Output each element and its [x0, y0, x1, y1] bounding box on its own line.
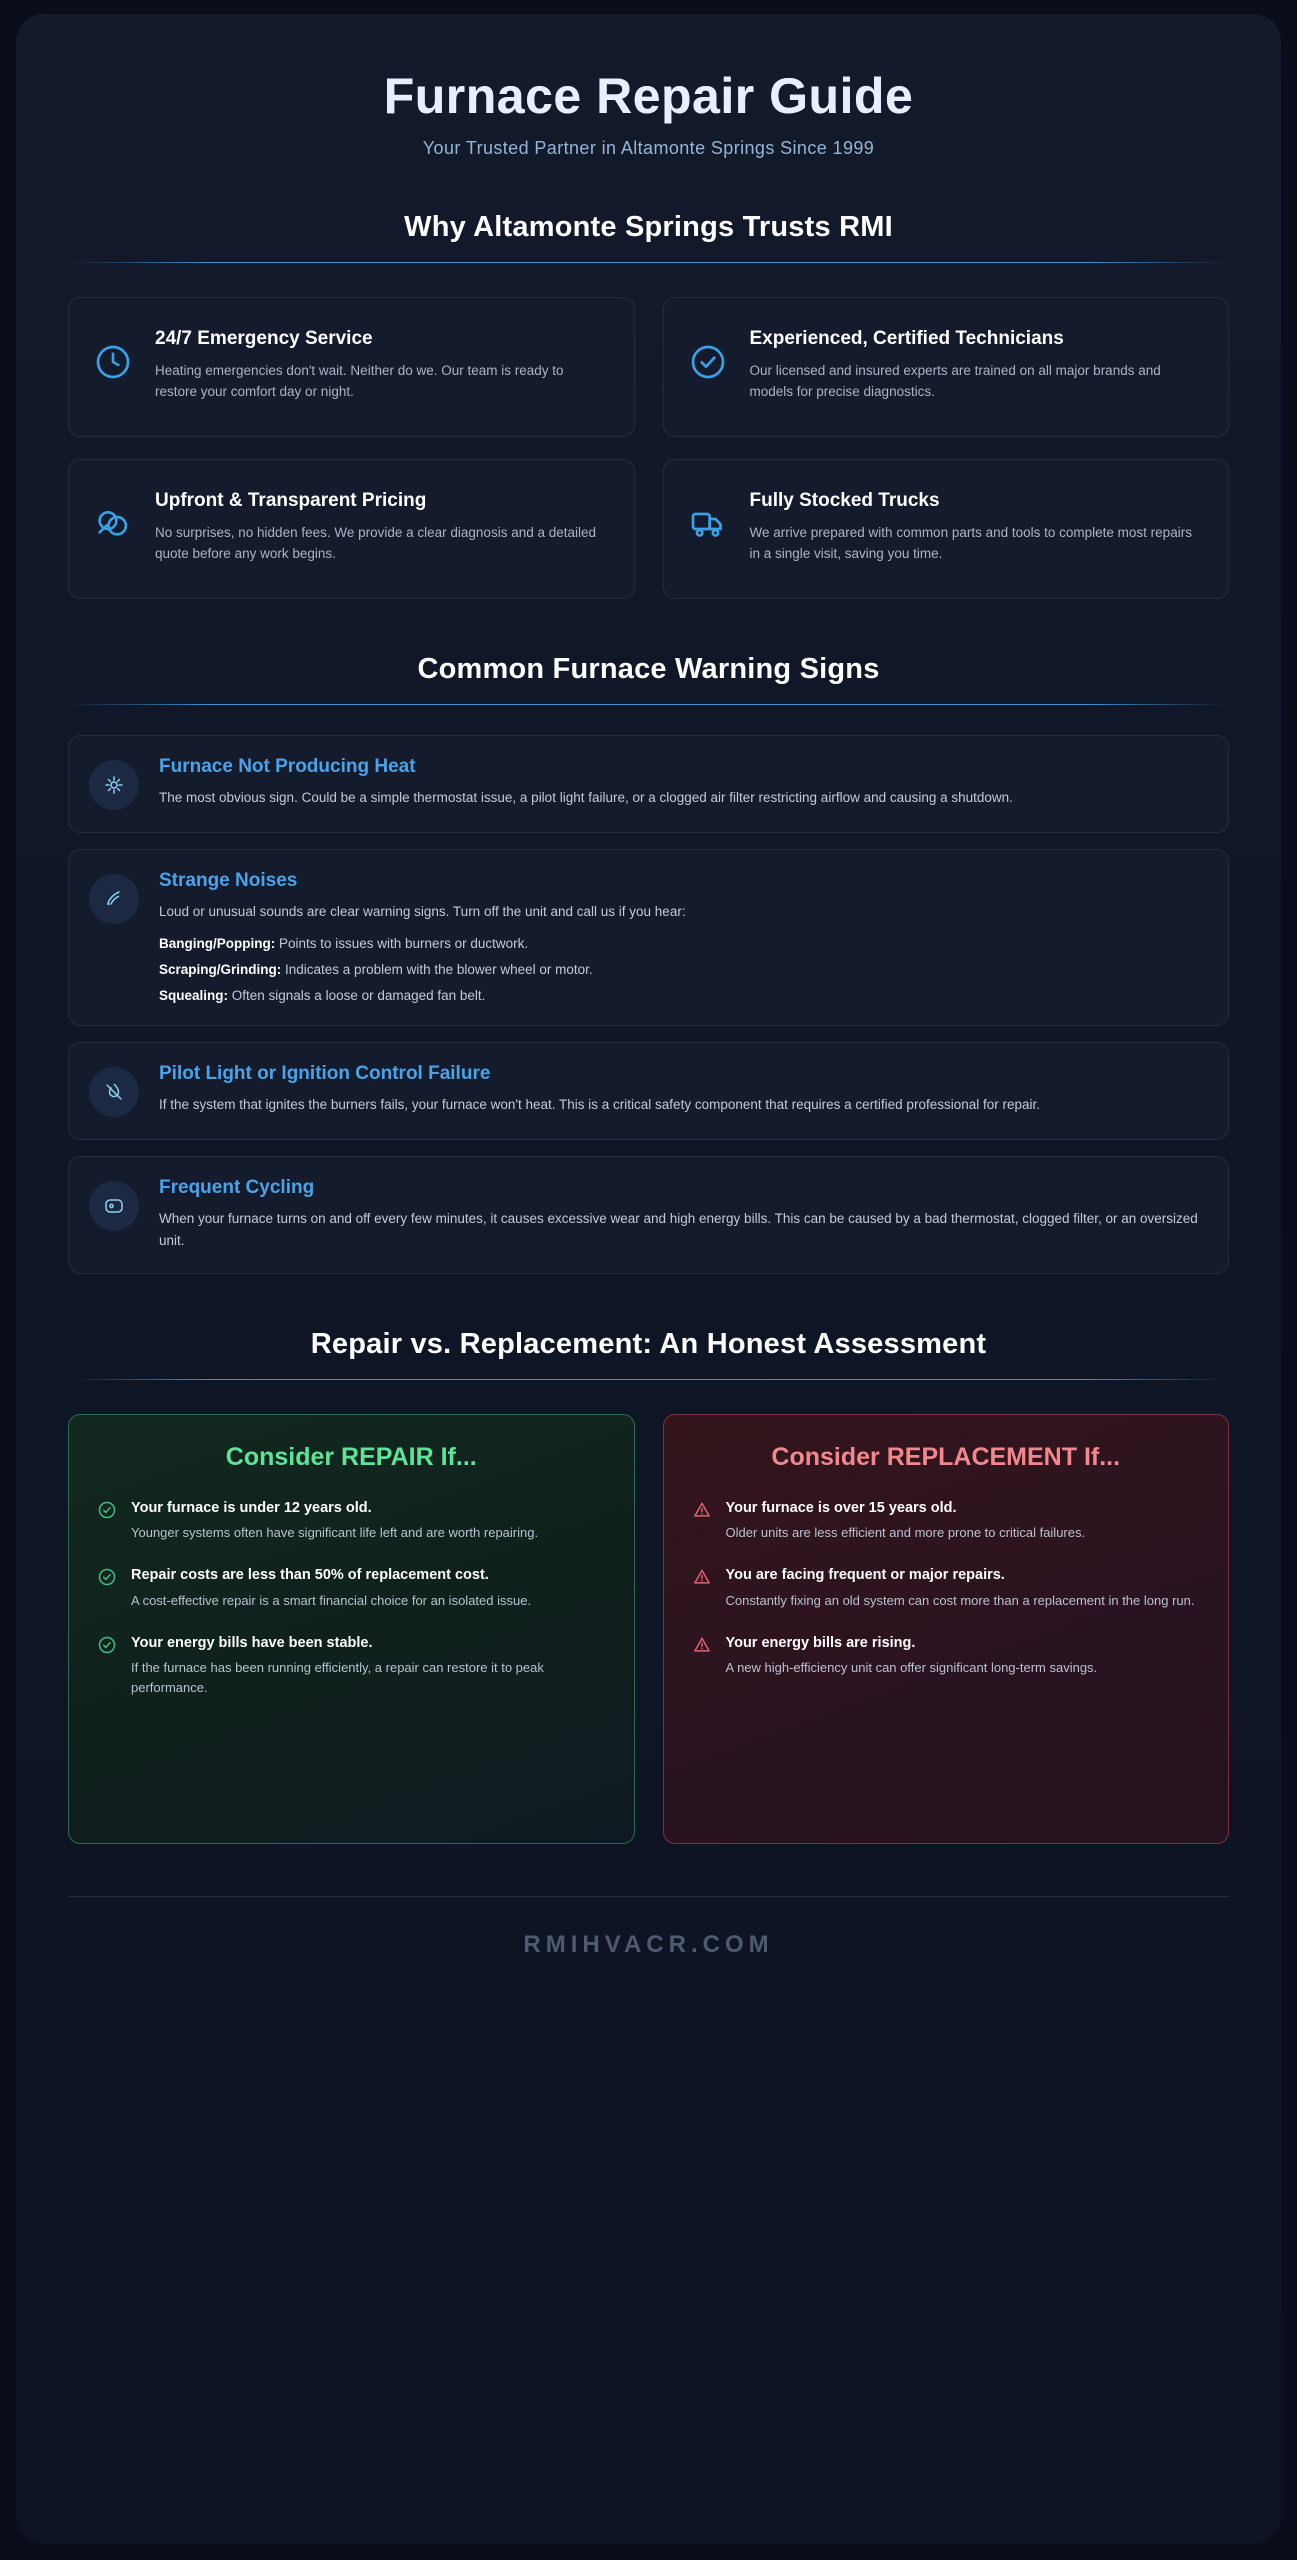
- trust-card: [68, 459, 635, 599]
- warning-card-title: Pilot Light or Ignition Control Failure: [159, 1063, 491, 1085]
- thermostat-icon: [89, 1181, 139, 1231]
- bullet-label: Scraping/Grinding:: [159, 962, 282, 978]
- trust-card-text: We arrive prepared with common parts and tools to complete most repairs in a single visit, saving you time.: [749, 525, 1192, 562]
- warnings-heading-text: Common Furnace Warning Signs: [417, 652, 880, 685]
- warning-bullets: [159, 936, 1202, 1003]
- bullet-text: Indicates a problem with the blower wheel or motor.: [281, 962, 593, 978]
- no-heat-icon: [89, 760, 139, 810]
- clock-icon: [91, 340, 135, 384]
- infographic-frame: [16, 14, 1281, 2544]
- replacement-item-title: Your energy bills are rising.: [725, 1634, 916, 1651]
- warning-card: [68, 849, 1229, 1027]
- badge-check-icon: [686, 340, 730, 384]
- bullet-text: Points to issues with burners or ductwork.: [275, 936, 529, 952]
- warning-bullet: [159, 936, 1202, 951]
- page-title: Furnace Repair Guide: [68, 68, 1229, 126]
- trust-section-heading: [68, 211, 1229, 263]
- replacement-card-title: Consider REPLACEMENT If...: [771, 1443, 1121, 1472]
- truck-icon: [686, 502, 730, 546]
- trust-card-text: No surprises, no hidden fees. We provide a clear diagnosis and a detailed quote before any work begins.: [155, 525, 597, 562]
- repair-item: [97, 1565, 606, 1610]
- warning-card-text: The most obvious sign. Could be a simple thermostat issue, a pilot light failure, or a clogged air filter restricting airflow and causing a shutdown.: [159, 789, 1013, 805]
- trust-card-grid: [68, 297, 1229, 599]
- replacement-item-text: A new high-efficiency unit can offer significant long-term savings.: [725, 1659, 1098, 1675]
- warning-card-title: Strange Noises: [159, 869, 298, 891]
- bullet-label: Banging/Popping:: [159, 936, 276, 952]
- trust-card-text: Our licensed and insured experts are trained on all major brands and models for precise diagnostics.: [749, 363, 1161, 400]
- warnings-section-heading: [68, 653, 1229, 705]
- warning-card-title: Furnace Not Producing Heat: [159, 755, 416, 777]
- warning-triangle-icon: [692, 1567, 712, 1587]
- sound-wave-icon: [89, 874, 139, 924]
- warning-card: [68, 735, 1229, 833]
- trust-card-title: 24/7 Emergency Service: [155, 327, 373, 349]
- warning-triangle-icon: [692, 1500, 712, 1520]
- compare-heading-text: Repair vs. Replacement: An Honest Assessment: [310, 1328, 987, 1361]
- replacement-item: [692, 1565, 1201, 1610]
- compare-grid: [68, 1414, 1229, 1844]
- repair-item-text: Younger systems often have significant life left and are worth repairing.: [131, 1525, 539, 1541]
- check-circle-icon: [97, 1500, 117, 1520]
- repair-card-title: Consider REPAIR If...: [225, 1443, 477, 1472]
- trust-card: [663, 459, 1230, 599]
- replacement-item-text: Older units are less efficient and more prone to critical failures.: [725, 1525, 1086, 1541]
- footer-site-name: RMIHVACR.COM: [523, 1931, 774, 1959]
- bullet-label: Squealing:: [159, 988, 229, 1004]
- replacement-item-title: You are facing frequent or major repairs.: [725, 1567, 1005, 1584]
- trust-card-title: Fully Stocked Trucks: [749, 489, 940, 511]
- bullet-text: Often signals a loose or damaged fan belt.: [228, 988, 486, 1004]
- trust-heading-text: Why Altamonte Springs Trusts RMI: [404, 210, 893, 243]
- warning-card-text: If the system that ignites the burners fails, your furnace won't heat. This is a critical safety component that requires a certified professional for repair.: [159, 1097, 1041, 1113]
- check-circle-icon: [97, 1567, 117, 1587]
- check-circle-icon: [97, 1635, 117, 1655]
- warning-bullet: [159, 988, 1202, 1003]
- trust-card-title: Experienced, Certified Technicians: [749, 327, 1064, 349]
- flame-off-icon: [89, 1067, 139, 1117]
- replacement-item-title: Your furnace is over 15 years old.: [725, 1499, 957, 1516]
- repair-item-text: If the furnace has been running efficiently, a repair can restore it to peak performance.: [131, 1659, 544, 1696]
- repair-item-text: A cost-effective repair is a smart financial choice for an isolated issue.: [131, 1592, 532, 1608]
- repair-item: [97, 1498, 606, 1543]
- page-subtitle: Your Trusted Partner in Altamonte Springs Since 1999: [422, 137, 875, 158]
- divider: [68, 1379, 1229, 1380]
- replacement-card: [663, 1414, 1230, 1844]
- repair-item-title: Repair costs are less than 50% of replacement cost.: [131, 1567, 489, 1584]
- repair-item-title: Your energy bills have been stable.: [131, 1634, 373, 1651]
- repair-item: [97, 1633, 606, 1699]
- warning-card-text: When your furnace turns on and off every few minutes, it causes excessive wear and high energy bills. This can be caused by a bad thermostat, clogged filter, or an oversized unit.: [159, 1211, 1198, 1248]
- warning-card-text: Loud or unusual sounds are clear warning signs. Turn off the unit and call us if you hear:: [159, 903, 686, 919]
- warning-list: [68, 735, 1229, 1275]
- replacement-item: [692, 1498, 1201, 1543]
- trust-card: [663, 297, 1230, 437]
- divider: [68, 704, 1229, 705]
- compare-section-heading: [68, 1328, 1229, 1380]
- price-tag-icon: [91, 502, 135, 546]
- warning-card: [68, 1042, 1229, 1140]
- warning-bullet: [159, 962, 1202, 977]
- trust-card-title: Upfront & Transparent Pricing: [155, 489, 427, 511]
- warning-triangle-icon: [692, 1635, 712, 1655]
- trust-card: [68, 297, 635, 437]
- repair-card: [68, 1414, 635, 1844]
- replacement-item: [692, 1633, 1201, 1678]
- warning-card: [68, 1156, 1229, 1274]
- divider: [68, 262, 1229, 263]
- replacement-item-text: Constantly fixing an old system can cost more than a replacement in the long run.: [725, 1592, 1195, 1608]
- warning-card-title: Frequent Cycling: [159, 1177, 315, 1199]
- page-header: [68, 50, 1229, 165]
- repair-item-title: Your furnace is under 12 years old.: [131, 1499, 372, 1516]
- trust-card-text: Heating emergencies don't wait. Neither do we. Our team is ready to restore your comfort day or night.: [155, 363, 564, 400]
